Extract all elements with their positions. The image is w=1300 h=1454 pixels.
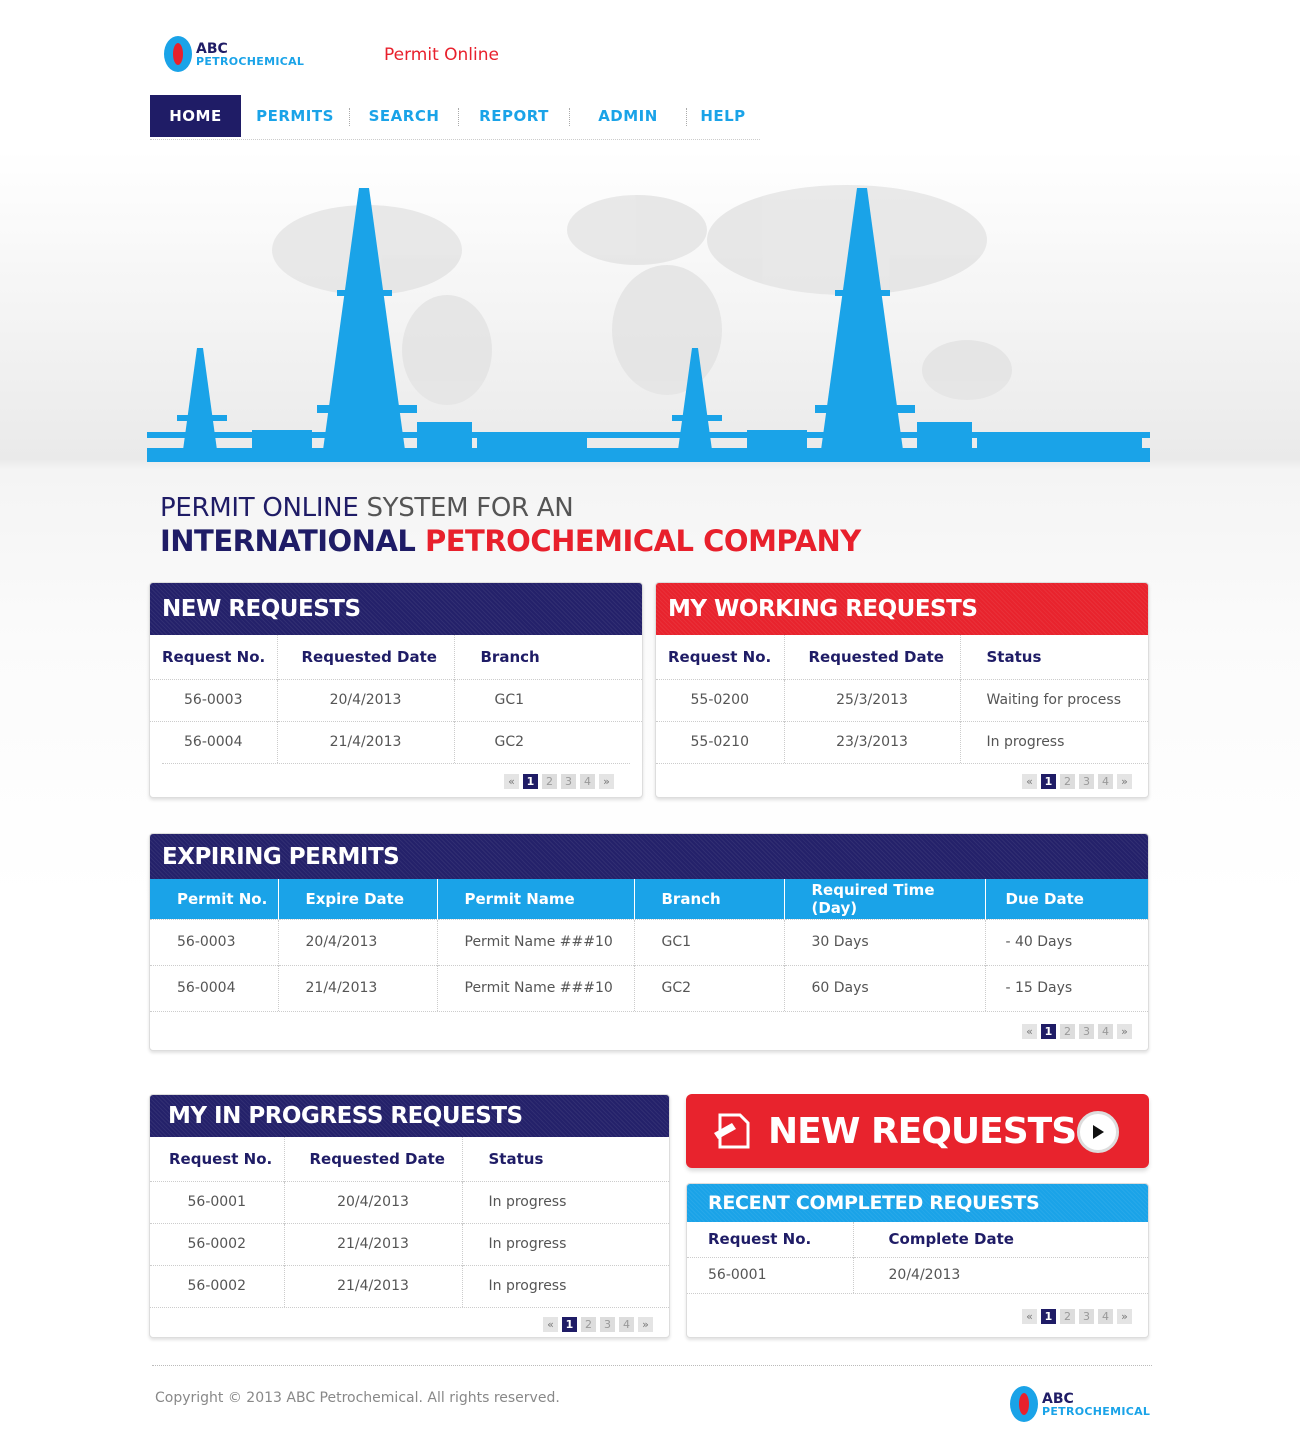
document-edit-icon: [712, 1109, 756, 1153]
page-2[interactable]: 2: [1060, 1024, 1075, 1039]
table-row[interactable]: [656, 721, 1148, 763]
expiring-permits-panel: [149, 833, 1149, 1051]
headline-l2a: INTERNATIONAL: [160, 524, 416, 558]
oil-rig-banner: [147, 160, 1150, 462]
main-nav: [150, 95, 760, 140]
page-1[interactable]: 1: [1041, 1309, 1056, 1324]
cell: 56-0001: [687, 1257, 853, 1293]
new-requests-button-label: NEW REQUESTS: [768, 1110, 1077, 1152]
cell: 20/4/2013: [284, 1181, 462, 1223]
cell: 56-0004: [150, 965, 278, 1011]
page-1[interactable]: 1: [562, 1317, 577, 1332]
first-page-icon[interactable]: «: [1022, 1024, 1037, 1039]
headline: [160, 492, 861, 558]
cell: - 15 Days: [985, 965, 1148, 1011]
cell: - 40 Days: [985, 919, 1148, 965]
working-requests-title: MY WORKING REQUESTS: [656, 583, 1148, 635]
nav-admin[interactable]: ADMIN: [598, 107, 658, 125]
last-page-icon[interactable]: »: [1117, 1024, 1132, 1039]
cell: 20/4/2013: [277, 679, 454, 721]
in-progress-panel: [149, 1094, 670, 1338]
cell: 21/4/2013: [277, 721, 454, 763]
col-request-no: Request No.: [708, 1230, 812, 1249]
new-requests-panel: [149, 582, 643, 798]
page-1[interactable]: 1: [1041, 774, 1056, 789]
headline-l1a: PERMIT ONLINE: [160, 493, 359, 523]
col-required-time: Required Time (Day): [784, 879, 985, 919]
pagination: [687, 1293, 1148, 1324]
col-branch: Branch: [454, 635, 642, 679]
col-permit-name: Permit Name: [437, 879, 634, 919]
nav-report[interactable]: REPORT: [479, 107, 549, 125]
copyright: Copyright © 2013 ABC Petrochemical. All rights reserved.: [155, 1390, 560, 1406]
page-2[interactable]: 2: [1060, 774, 1075, 789]
col-request-no: Request No.: [162, 647, 266, 666]
table-row[interactable]: [150, 965, 1148, 1011]
col-requested-date: Requested Date: [277, 635, 454, 679]
cell: 56-0003: [150, 679, 277, 721]
page-1[interactable]: 1: [1041, 1024, 1056, 1039]
pagination: [150, 1011, 1148, 1039]
footer-logo[interactable]: [1010, 1386, 1150, 1422]
cell: In progress: [462, 1223, 669, 1265]
nav-home[interactable]: HOME: [150, 95, 241, 137]
table-row[interactable]: [656, 679, 1148, 721]
cell: In progress: [960, 721, 1148, 763]
col-request-no: Request No.: [169, 1149, 273, 1168]
nav-permits[interactable]: PERMITS: [256, 107, 334, 125]
page-4[interactable]: 4: [580, 774, 595, 789]
table-row[interactable]: [687, 1257, 1148, 1293]
expiring-permits-title: EXPIRING PERMITS: [150, 834, 1148, 879]
page-2[interactable]: 2: [542, 774, 557, 789]
table-row[interactable]: [150, 1265, 669, 1307]
cell: 56-0001: [150, 1181, 284, 1223]
headline-l2b: PETROCHEMICAL COMPANY: [424, 524, 861, 558]
table-row[interactable]: [150, 1181, 669, 1223]
app-title: Permit Online: [384, 45, 499, 65]
cell: In progress: [462, 1181, 669, 1223]
page-3[interactable]: 3: [1079, 774, 1094, 789]
cell: Waiting for process: [960, 679, 1148, 721]
cell: 30 Days: [784, 919, 985, 965]
recent-completed-title: RECENT COMPLETED REQUESTS: [687, 1184, 1148, 1222]
col-permit-no: Permit No.: [177, 889, 268, 908]
last-page-icon[interactable]: »: [599, 774, 614, 789]
cell: GC2: [454, 721, 642, 763]
page-4[interactable]: 4: [1098, 774, 1113, 789]
first-page-icon[interactable]: «: [504, 774, 519, 789]
page-3[interactable]: 3: [1079, 1024, 1094, 1039]
nav-help[interactable]: HELP: [700, 107, 746, 125]
col-complete-date: Complete Date: [853, 1222, 1148, 1257]
headline-l1b: SYSTEM FOR AN: [366, 493, 574, 523]
cell: GC2: [634, 965, 784, 1011]
logo-abc: ABC: [1042, 1390, 1074, 1407]
pagination: [656, 763, 1148, 789]
first-page-icon[interactable]: «: [1022, 1309, 1037, 1324]
cell: 56-0003: [150, 919, 278, 965]
cell: In progress: [462, 1265, 669, 1307]
cell: 56-0002: [150, 1265, 284, 1307]
cell: 55-0210: [656, 721, 784, 763]
cell: 21/4/2013: [278, 965, 437, 1011]
page-1[interactable]: 1: [523, 774, 538, 789]
page-2[interactable]: 2: [581, 1317, 596, 1332]
cell: 20/4/2013: [278, 919, 437, 965]
recent-completed-panel: [686, 1183, 1149, 1338]
logo-drop-icon: [1010, 1386, 1038, 1422]
col-branch: Branch: [634, 879, 784, 919]
page-4[interactable]: 4: [1098, 1024, 1113, 1039]
page-3[interactable]: 3: [1079, 1309, 1094, 1324]
cell: 23/3/2013: [784, 721, 960, 763]
cell: 56-0002: [150, 1223, 284, 1265]
table-row[interactable]: [150, 679, 642, 721]
page-3[interactable]: 3: [600, 1317, 615, 1332]
cell: 20/4/2013: [853, 1257, 1148, 1293]
cell: 21/4/2013: [284, 1265, 462, 1307]
page-3[interactable]: 3: [561, 774, 576, 789]
col-due-date: Due Date: [985, 879, 1148, 919]
table-row[interactable]: [150, 721, 642, 763]
last-page-icon[interactable]: »: [1117, 1309, 1132, 1324]
last-page-icon[interactable]: »: [1117, 774, 1132, 789]
table-row[interactable]: [150, 919, 1148, 965]
pagination: [150, 1307, 669, 1332]
logo-abc: ABC: [196, 40, 228, 57]
cell: Permit Name ###10: [437, 965, 634, 1011]
pagination: [162, 763, 630, 789]
col-requested-date: Requested Date: [784, 635, 960, 679]
cell: GC1: [454, 679, 642, 721]
working-requests-panel: [655, 582, 1149, 798]
cell: Permit Name ###10: [437, 919, 634, 965]
cell: 56-0004: [150, 721, 277, 763]
cell: 60 Days: [784, 965, 985, 1011]
new-requests-button[interactable]: [686, 1094, 1149, 1168]
table-row[interactable]: [150, 1223, 669, 1265]
logo-petrochemical: PETROCHEMICAL: [1042, 1404, 1151, 1418]
first-page-icon[interactable]: «: [543, 1317, 558, 1332]
cell: 55-0200: [656, 679, 784, 721]
last-page-icon[interactable]: »: [638, 1317, 653, 1332]
first-page-icon[interactable]: «: [1022, 774, 1037, 789]
arrow-right-icon: [1077, 1111, 1119, 1153]
col-status: Status: [462, 1137, 669, 1181]
nav-search[interactable]: SEARCH: [368, 107, 440, 125]
cell: GC1: [634, 919, 784, 965]
brand-logo[interactable]: [164, 36, 304, 72]
col-requested-date: Requested Date: [284, 1137, 462, 1181]
col-status: Status: [960, 635, 1148, 679]
cell: 21/4/2013: [284, 1223, 462, 1265]
cell: 25/3/2013: [784, 679, 960, 721]
footer-divider: [152, 1365, 1152, 1366]
logo-drop-icon: [164, 36, 192, 72]
new-requests-title: NEW REQUESTS: [150, 583, 642, 635]
col-request-no: Request No.: [668, 647, 772, 666]
logo-petrochemical: PETROCHEMICAL: [196, 54, 305, 68]
col-expire-date: Expire Date: [278, 879, 437, 919]
page-4[interactable]: 4: [1098, 1309, 1113, 1324]
page-4[interactable]: 4: [619, 1317, 634, 1332]
in-progress-title: MY IN PROGRESS REQUESTS: [150, 1095, 669, 1137]
page-2[interactable]: 2: [1060, 1309, 1075, 1324]
